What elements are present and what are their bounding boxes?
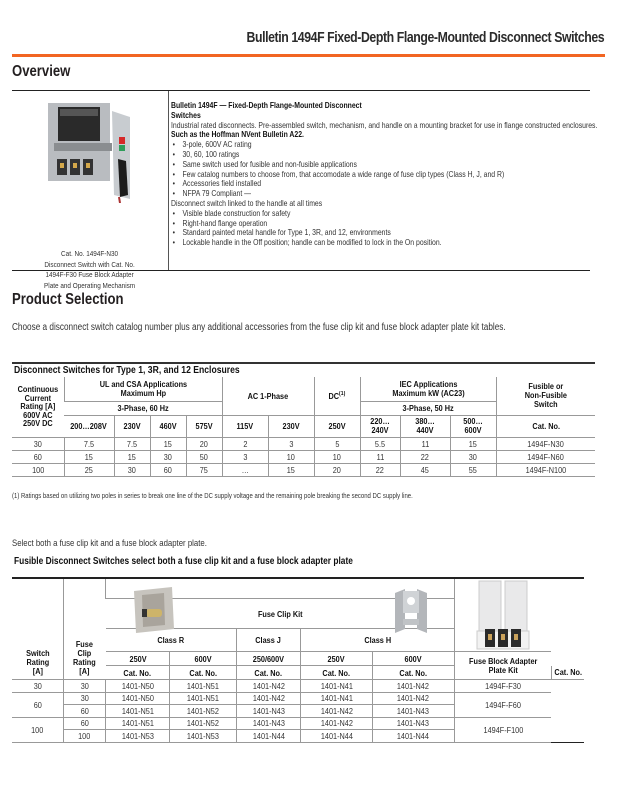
table-cell: 30 [450,450,496,463]
cat-no-cell: 1401-N51 [170,680,237,693]
table-row [12,680,584,693]
caption-line: 1494F-F30 Fuse Block Adapter [45,270,135,279]
overview-title: Bulletin 1494F — Fixed-Depth Flange-Mounted Disconnect Switches [171,100,362,120]
cat-no-cell: 1401-N51 [106,705,170,718]
table-cell: 5.5 [360,437,400,450]
switch-rating-cell: 100 [12,717,63,742]
fuse-clip-kit-table [12,577,584,743]
table-cell: 3 [222,450,268,463]
ul-csa-header: UL and CSA Applications Maximum Hp [64,377,222,401]
cat-no-cell: 1401-N53 [170,730,237,743]
table-cell: 45 [400,463,450,476]
fuse-clip-rating-cell: 60 [63,717,106,730]
adapter-plate-header: Fuse Block Adapter Plate Kit [454,652,551,680]
cat-no-header: Cat. No. [551,666,584,680]
cat-no-cell: 1494F-N100 [496,463,595,476]
feature-list [171,140,597,199]
fuse-clip-rating-cell: 30 [63,680,106,693]
adapter-plate-cat-no: 1494F-F100 [454,717,551,742]
page-header-title: Bulletin 1494F Fixed-Depth Flange-Mounted Disconnect Switches [246,29,604,46]
disconnect-switch-table [12,377,595,477]
table-cell: 7.5 [64,437,114,450]
product-photo-caption [12,249,168,291]
voltage-header: 250V [314,415,360,437]
feature-item: • Same switch used for fusible and non-fusible applications [171,160,597,170]
iec-sub-header: 3-Phase, 50 Hz [360,401,496,415]
voltage-header: 250/600V [237,652,301,666]
adapter-plate-cat-no: 1494F-F60 [454,692,551,717]
table-cell: 30 [12,437,64,450]
table-row [12,463,595,476]
cat-no-cell: 1494F-N30 [496,437,595,450]
cat-no-cell: 1401-N43 [237,705,301,718]
switch-rating-header: Switch Rating [A] [12,578,63,680]
table-row [12,717,584,730]
table-cell: 3 [268,437,314,450]
table-cell: 15 [268,463,314,476]
cat-no-cell: 1401-N41 [301,680,373,693]
feature-item: • Standard painted metal handle for Type 1, 3R, and 12, environments [171,228,597,238]
table-cell: 15 [114,450,150,463]
fuse-clip-kit-header: Fuse Clip Kit [106,599,454,629]
cat-no-header: Cat. No. [301,666,373,680]
linked-line: Disconnect switch linked to the handle at all times [171,197,323,208]
switch-rating-cell: 60 [12,692,63,717]
table-cell: 15 [450,437,496,450]
voltage-header: Cat. No. [496,415,595,437]
cat-no-cell: 1401-N42 [372,692,454,705]
caption-line: Plate and Operating Mechanism [44,280,136,290]
voltage-header: 600V [372,652,454,666]
overview-box [12,90,598,290]
overview-heading: Overview [12,63,71,80]
voltage-header: 575V [186,415,222,437]
voltage-header: 250V [301,652,373,666]
table2-caption: Fusible Disconnect Switches select both a fuse clip kit and a fuse block adapter plate [14,556,353,567]
cat-no-cell: 1401-N50 [106,692,170,705]
table-cell: 75 [186,463,222,476]
feature-item: • 30, 60, 100 ratings [171,150,597,160]
table-cell: 20 [314,463,360,476]
table-cell: 30 [114,463,150,476]
feature-item: • Right-hand flange operation [171,219,597,229]
table-cell: 50 [186,450,222,463]
table1-caption: Disconnect Switches for Type 1, 3R, and 12 Enclosures [14,364,240,376]
cat-no-cell: 1401-N41 [301,692,373,705]
fuse-clip-images [106,578,454,599]
dc-header: DC$^{(1)}$ [314,377,360,415]
table-cell: 5 [314,437,360,450]
voltage-header: 600V [170,652,237,666]
voltage-header: 115V [222,415,268,437]
overview-intro: Industrial rated disconnects. Pre-assembled switch, mechanism, and handle on a mounting bracket for use in flange constructed enclosures. [171,119,598,130]
table-row [12,692,584,705]
table-cell: 22 [400,450,450,463]
voltage-header: 230V [268,415,314,437]
rating-header: Continuous Current Rating [A] 600V AC 250V DC [12,377,64,437]
caption-line: Disconnect Switch with Cat. No. [44,259,136,269]
switch-rating-cell: 30 [12,680,63,693]
overview-description [171,101,597,248]
feature-list-2 [171,209,597,248]
table-row [12,450,595,463]
cat-no-header: Cat. No. [106,666,170,680]
cat-no-header: Cat. No. [372,666,454,680]
feature-item: • Few catalog numbers to choose from, that accomodate a wide range of fuse clip types (Class H, J, and R) [171,170,597,180]
class-h-fuse-clip-icon [391,585,431,637]
table-cell: 15 [150,437,186,450]
feature-item: • Visible blade construction for safety [171,209,597,219]
cat-no-cell: 1401-N42 [237,680,301,693]
table-cell: 7.5 [114,437,150,450]
table-cell: 25 [64,463,114,476]
fuse-clip-rating-header: Fuse Clip Rating [A] [63,578,106,680]
class-r-header: Class R [106,628,237,651]
table1-footnote: (1) Ratings based on utilizing two poles in series to break one line of the DC supply voltage and the remaining pole breaking the second DC supply line. [12,491,413,500]
table-cell: 30 [150,450,186,463]
feature-item: • 3-pole, 600V AC rating [171,140,597,150]
class-h-header: Class H [301,628,455,651]
cat-no-cell: 1401-N44 [301,730,373,743]
table-cell: 11 [400,437,450,450]
fuse-clip-rating-cell: 30 [63,692,106,705]
cat-no-cell: 1494F-N60 [496,450,595,463]
table-cell: 100 [12,463,64,476]
table-row [12,437,595,450]
table-cell: 10 [314,450,360,463]
table-cell: 55 [450,463,496,476]
table-cell: 60 [150,463,186,476]
table-cell: 10 [268,450,314,463]
cat-no-cell: 1401-N53 [106,730,170,743]
table-cell: 22 [360,463,400,476]
cat-no-cell: 1401-N42 [237,692,301,705]
cat-no-cell: 1401-N52 [170,705,237,718]
fuse-instruction: Select both a fuse clip kit and a fuse block adapter plate. [12,538,207,549]
cat-no-cell: 1401-N42 [301,705,373,718]
disconnect-switch-photo-icon [40,99,140,203]
table-cell: … [222,463,268,476]
feature-item: • NFPA 79 Compliant — [171,189,597,199]
cat-no-cell: 1401-N51 [106,717,170,730]
table-cell: 60 [12,450,64,463]
overview-intro-bold: Such as the Hoffman NVent Bulletin A22. [171,129,304,140]
caption-line: Cat. No. 1494F-N30 [61,249,119,258]
voltage-header: 380…440V [400,415,450,437]
cat-no-header: Cat. No. [170,666,237,680]
iec-header: IEC Applications Maximum kW (AC23) [360,377,496,401]
voltage-header: 460V [150,415,186,437]
cat-no-cell: 1401-N44 [237,730,301,743]
product-selection-heading: Product Selection [12,291,124,308]
cat-no-cell: 1401-N43 [237,717,301,730]
fuse-clip-rating-cell: 100 [63,730,106,743]
ul-sub-header: 3-Phase, 60 Hz [64,401,222,415]
voltage-header: 220…240V [360,415,400,437]
switch-type-header: Fusible or Non-Fusible Switch [496,377,595,415]
table-cell: 2 [222,437,268,450]
adapter-plate-cat-no: 1494F-F30 [454,680,551,693]
header-accent-rule [12,54,605,57]
feature-item: • Lockable handle in the Off position; handle can be modified to lock in the On position. [171,238,597,248]
table-cell: 20 [186,437,222,450]
voltage-header: 200…208V [64,415,114,437]
adapter-plate-image-cell [454,578,551,652]
cat-no-cell: 1401-N43 [372,717,454,730]
voltage-header: 230V [114,415,150,437]
ac1-header: AC 1-Phase [222,377,314,415]
cat-no-cell: 1401-N50 [106,680,170,693]
cat-no-cell: 1401-N51 [170,692,237,705]
class-j-header: Class J [237,628,301,651]
cat-no-cell: 1401-N42 [301,717,373,730]
class-r-fuse-clip-icon [132,585,176,637]
product-selection-intro: Choose a disconnect switch catalog number plus any additional accessories from the fuse clip kit and fuse block adapter plate kit tables. [12,322,506,333]
cat-no-cell: 1401-N43 [372,705,454,718]
fuse-block-adapter-plate-icon [471,579,535,651]
table-cell: 11 [360,450,400,463]
cat-no-cell: 1401-N42 [372,680,454,693]
voltage-header: 250V [106,652,170,666]
feature-item: • Accessories field installed [171,179,597,189]
cat-no-cell: 1401-N52 [170,717,237,730]
fuse-clip-rating-cell: 60 [63,705,106,718]
table-cell: 15 [64,450,114,463]
overview-divider [168,91,169,270]
cat-no-header: Cat. No. [237,666,301,680]
voltage-header: 500…600V [450,415,496,437]
cat-no-cell: 1401-N44 [372,730,454,743]
